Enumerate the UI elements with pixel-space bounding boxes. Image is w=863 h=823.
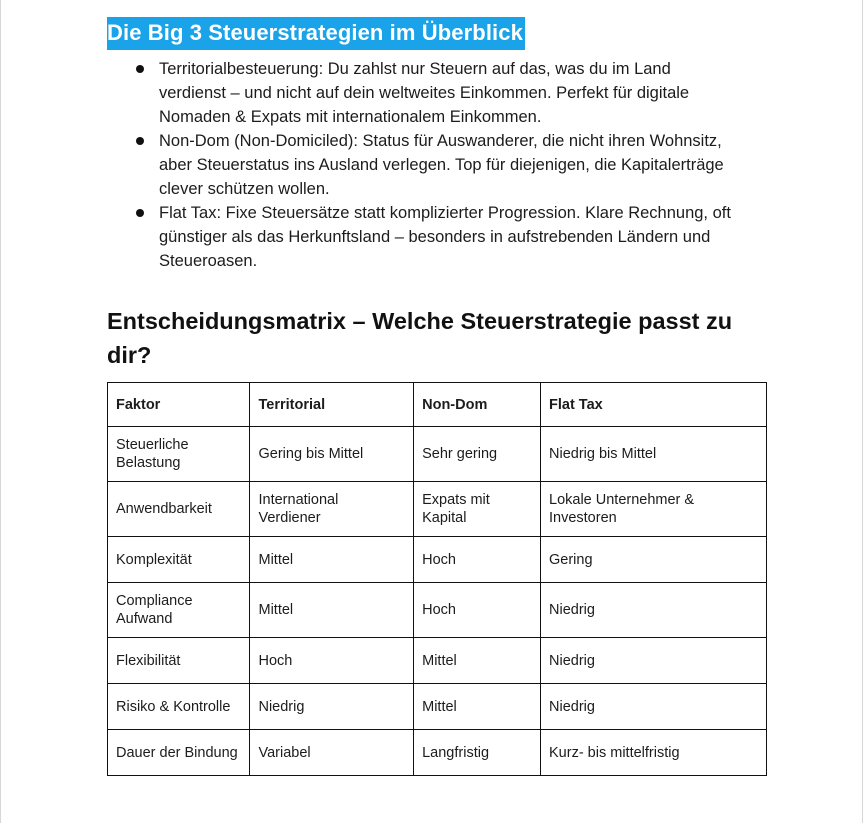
cell-non-dom — [414, 427, 541, 482]
cell-text: Flexibilität — [116, 652, 181, 669]
cell-flat-tax — [541, 427, 767, 482]
page-edge-left — [0, 0, 1, 823]
cell-text: Investoren — [549, 510, 617, 526]
cell-non-dom — [414, 583, 541, 638]
bullet-line: Steueroasen. — [159, 252, 258, 270]
bullet-line: Flat Tax: Fixe Steuersätze statt komplizierter Progression. Klare Rechnung, oft — [159, 204, 731, 222]
bullet-item-non-dom — [107, 129, 769, 201]
cell-territorial — [250, 537, 414, 583]
matrix-body — [108, 383, 767, 776]
cell-text: International — [258, 492, 339, 508]
table-row — [108, 684, 767, 730]
cell-text: Langfristig — [422, 744, 490, 761]
cell-territorial — [250, 730, 414, 776]
cell-faktor — [108, 482, 250, 537]
cell-faktor — [108, 537, 250, 583]
cell-text: Gering — [549, 551, 593, 568]
cell-text: Variabel — [258, 744, 311, 761]
cell-non-dom — [414, 684, 541, 730]
cell-text: Steuerliche — [116, 437, 189, 453]
cell-text: Niedrig — [258, 698, 305, 715]
cell-text: Niedrig — [549, 652, 595, 669]
cell-territorial — [250, 684, 414, 730]
cell-text: Kapital — [422, 510, 467, 526]
strategy-bullet-list — [107, 57, 769, 273]
bullet-line: Territorialbesteuerung: Du zahlst nur Steuern auf das, was du im Land — [159, 60, 671, 78]
bullet-item-flat-tax — [107, 201, 769, 273]
header-faktor: Faktor — [108, 383, 250, 427]
cell-text: Compliance — [116, 593, 193, 609]
section-heading — [107, 304, 769, 372]
header-non-dom: Non-Dom — [414, 383, 541, 427]
table-row — [108, 427, 767, 482]
cell-faktor — [108, 684, 250, 730]
cell-text: Risiko & Kontrolle — [116, 698, 231, 715]
cell-non-dom — [414, 638, 541, 684]
table-header-row — [108, 383, 767, 427]
cell-text: Aufwand — [116, 611, 173, 627]
cell-faktor — [108, 583, 250, 638]
section-heading-line: dir? — [107, 342, 152, 368]
cell-text: Hoch — [422, 551, 456, 568]
cell-text: Expats mit — [422, 492, 490, 508]
cell-text: Mittel — [258, 602, 294, 618]
cell-text: Anwendbarkeit — [116, 501, 212, 517]
cell-non-dom — [414, 730, 541, 776]
bullet-dot-icon — [136, 209, 144, 217]
heading-block — [107, 17, 769, 52]
section-heading-line: Entscheidungsmatrix – Welche Steuerstrategie passt zu — [107, 308, 733, 334]
cell-text: Lokale Unternehmer & — [549, 492, 695, 508]
bullet-line: aber Steuerstatus ins Ausland verlegen. Top für diejenigen, die Kapitalerträge — [159, 156, 724, 174]
cell-text: Kurz- bis mittelfristig — [549, 744, 680, 761]
table-row — [108, 730, 767, 776]
bullet-line: Non-Dom (Non-Domiciled): Status für Auswanderer, die nicht ihren Wohnsitz, — [159, 132, 722, 150]
table-row — [108, 583, 767, 638]
cell-text: Verdiener — [258, 510, 321, 526]
bullet-line: günstiger als das Herkunftsland – besonders in aufstrebenden Ländern und — [159, 228, 711, 246]
cell-non-dom — [414, 482, 541, 537]
cell-flat-tax — [541, 684, 767, 730]
cell-text: Mittel — [258, 551, 294, 568]
cell-text: Dauer der Bindung — [116, 744, 238, 761]
cell-flat-tax — [541, 638, 767, 684]
cell-text: Mittel — [422, 698, 457, 715]
cell-text: Sehr gering — [422, 446, 498, 462]
cell-text: Hoch — [422, 602, 456, 618]
bullet-line: Nomaden & Expats mit internationalem Einkommen. — [159, 108, 542, 126]
cell-text: Gering bis Mittel — [258, 446, 364, 462]
cell-territorial — [250, 427, 414, 482]
table-row — [108, 482, 767, 537]
highlighted-heading[interactable]: Die Big 3 Steuerstrategien im Überblick — [107, 17, 525, 50]
bullet-dot-icon — [136, 65, 144, 73]
table-row — [108, 537, 767, 583]
decision-matrix-table — [107, 382, 767, 776]
cell-text: Niedrig — [549, 602, 595, 618]
cell-text: Niedrig bis Mittel — [549, 446, 657, 462]
cell-flat-tax — [541, 730, 767, 776]
bullet-item-territorial — [107, 57, 769, 129]
header-flat-tax: Flat Tax — [541, 383, 767, 427]
cell-flat-tax — [541, 583, 767, 638]
document-body — [107, 17, 769, 776]
cell-text: Mittel — [422, 652, 457, 669]
cell-flat-tax — [541, 482, 767, 537]
bullet-dot-icon — [136, 137, 144, 145]
cell-territorial — [250, 583, 414, 638]
cell-faktor — [108, 638, 250, 684]
cell-faktor — [108, 427, 250, 482]
cell-territorial — [250, 482, 414, 537]
cell-text: Niedrig — [549, 698, 595, 715]
cell-faktor — [108, 730, 250, 776]
cell-text: Belastung — [116, 455, 181, 471]
bullet-line: verdienst – und nicht auf dein weltweites Einkommen. Perfekt für digitale — [159, 84, 690, 102]
table-row — [108, 638, 767, 684]
bullet-line: clever schützen wollen. — [159, 180, 330, 198]
cell-territorial — [250, 638, 414, 684]
cell-non-dom — [414, 537, 541, 583]
cell-text: Komplexität — [116, 551, 192, 568]
cell-text: Hoch — [258, 652, 293, 669]
header-territorial: Territorial — [250, 383, 414, 427]
cell-flat-tax — [541, 537, 767, 583]
